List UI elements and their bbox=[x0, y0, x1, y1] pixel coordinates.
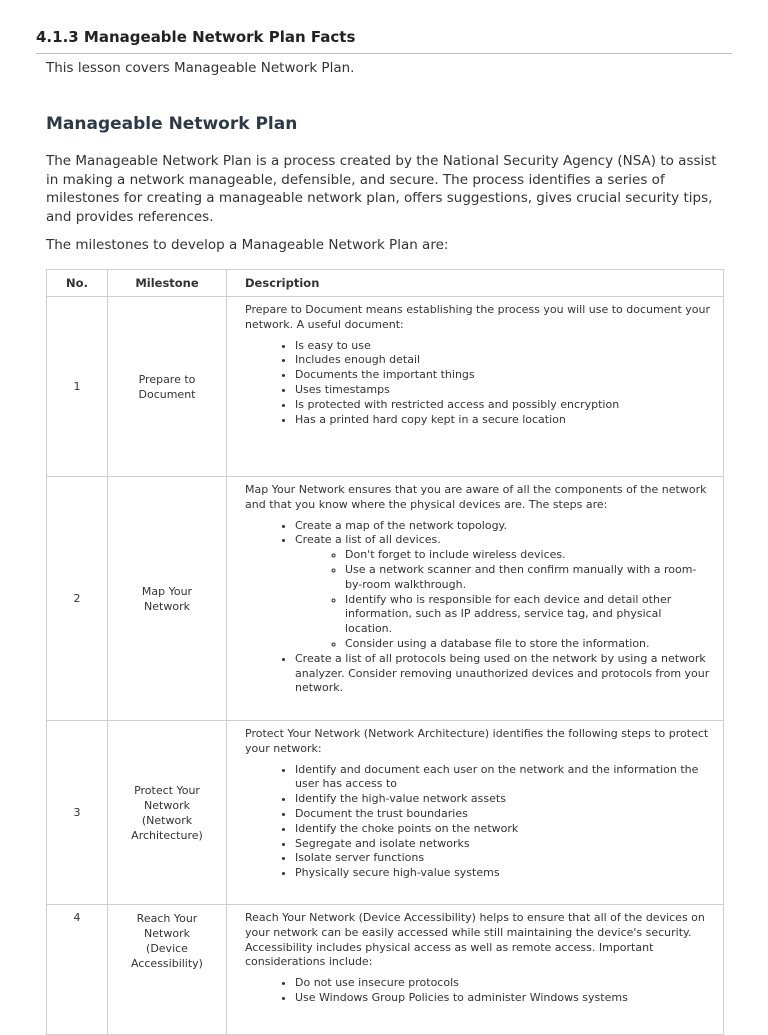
list-item: • Use Windows Group Policies to administer Windows systems bbox=[295, 991, 711, 1006]
milestones-intro: The milestones to develop a Manageable Network Plan are: bbox=[46, 237, 449, 253]
table-row bbox=[47, 721, 724, 905]
table-row bbox=[47, 297, 724, 477]
list-item: • Uses timestamps bbox=[295, 383, 711, 398]
row-number: 4 bbox=[47, 905, 108, 1035]
description-list bbox=[245, 976, 711, 1006]
list-item: • Do not use insecure protocols bbox=[295, 976, 711, 991]
description-text: Prepare to Document means establishing the process you will use to document your network. A useful document: bbox=[245, 303, 710, 331]
list-item: • Is protected with restricted access and possibly encryption bbox=[295, 398, 711, 413]
sub-list-item: ◦ Consider using a database file to store the information. bbox=[345, 637, 711, 652]
sub-list-item: ◦ Identify who is responsible for each device and detail other information, such as IP address, service tag, and physical location. bbox=[345, 593, 711, 637]
header-no: No. bbox=[47, 270, 108, 297]
list-item: • Includes enough detail bbox=[295, 353, 711, 368]
list-item: • Has a printed hard copy kept in a secure location bbox=[295, 413, 711, 428]
table-row bbox=[47, 905, 724, 1035]
description-list bbox=[245, 339, 711, 428]
sub-list-item: ◦ Don't forget to include wireless devices. bbox=[345, 548, 711, 563]
lesson-intro: This lesson covers Manageable Network Plan. bbox=[46, 60, 355, 76]
description-list bbox=[245, 519, 711, 697]
section-title: 4.1.3 Manageable Network Plan Facts bbox=[36, 28, 356, 46]
page-heading: Manageable Network Plan bbox=[46, 114, 298, 134]
row-milestone: Reach Your Network (Device Accessibility) bbox=[108, 905, 227, 1035]
list-item: • Create a list of all protocols being used on the network by using a network analyzer. Consider removing unauthorized devices and protocols from your network. bbox=[295, 652, 711, 696]
row-milestone: Protect Your Network (Network Architecture) bbox=[108, 721, 227, 905]
header-milestone: Milestone bbox=[108, 270, 227, 297]
description-text: Map Your Network ensures that you are aware of all the components of the network and that you know where the physical devices are. The steps are: bbox=[245, 483, 707, 511]
table-header-row bbox=[47, 270, 724, 297]
row-milestone: Prepare to Document bbox=[108, 297, 227, 477]
list-item: • Identify the high-value network assets bbox=[295, 792, 711, 807]
description-list bbox=[245, 763, 711, 881]
row-description bbox=[227, 477, 724, 721]
row-milestone: Map Your Network bbox=[108, 477, 227, 721]
title-divider bbox=[36, 53, 732, 54]
list-item: • Is easy to use bbox=[295, 339, 711, 354]
row-number: 2 bbox=[47, 477, 108, 721]
list-item: • Physically secure high-value systems bbox=[295, 866, 711, 881]
sub-list-item: ◦ Use a network scanner and then confirm manually with a room-by-room walkthrough. bbox=[345, 563, 711, 593]
row-description bbox=[227, 297, 724, 477]
table-row bbox=[47, 477, 724, 721]
plan-description: The Manageable Network Plan is a process created by the National Security Agency (NSA) to assist in making a network manageable, defensible, and secure. The process identifies a series of milestones for creating a manageable network plan, offers suggestions, gives crucial security tips, and provides references. bbox=[46, 153, 717, 225]
description-text: Protect Your Network (Network Architecture) identifies the following steps to protect your network: bbox=[245, 727, 709, 755]
description-text: Reach Your Network (Device Accessibility) helps to ensure that all of the devices on your network can be easily accessed while still maintaining the device's security. Accessibility includes physical access as well as remote access. Important considerations include: bbox=[245, 911, 705, 969]
list-item: • Create a list of all devices. ◦ Don't forget to include wireless devices. ◦ Use a network scanner and then confirm manually with a room-by-room walkthrough. ◦ Identify who is responsible for each device and detail other information, such as IP address, service tag, and physical location. ◦ Consider using a database file to store the information. bbox=[295, 533, 711, 651]
row-number: 1 bbox=[47, 297, 108, 477]
row-description bbox=[227, 721, 724, 905]
milestones-table bbox=[46, 269, 724, 1035]
list-item: • Document the trust boundaries bbox=[295, 807, 711, 822]
row-number: 3 bbox=[47, 721, 108, 905]
list-item: • Documents the important things bbox=[295, 368, 711, 383]
list-item: • Identify the choke points on the network bbox=[295, 822, 711, 837]
header-description: Description bbox=[227, 270, 724, 297]
list-item: • Identify and document each user on the network and the information the user has access to bbox=[295, 763, 711, 793]
row-description bbox=[227, 905, 724, 1035]
sub-list bbox=[295, 548, 711, 652]
list-item: • Isolate server functions bbox=[295, 851, 711, 866]
list-item: • Create a map of the network topology. bbox=[295, 519, 711, 534]
list-item: • Segregate and isolate networks bbox=[295, 837, 711, 852]
